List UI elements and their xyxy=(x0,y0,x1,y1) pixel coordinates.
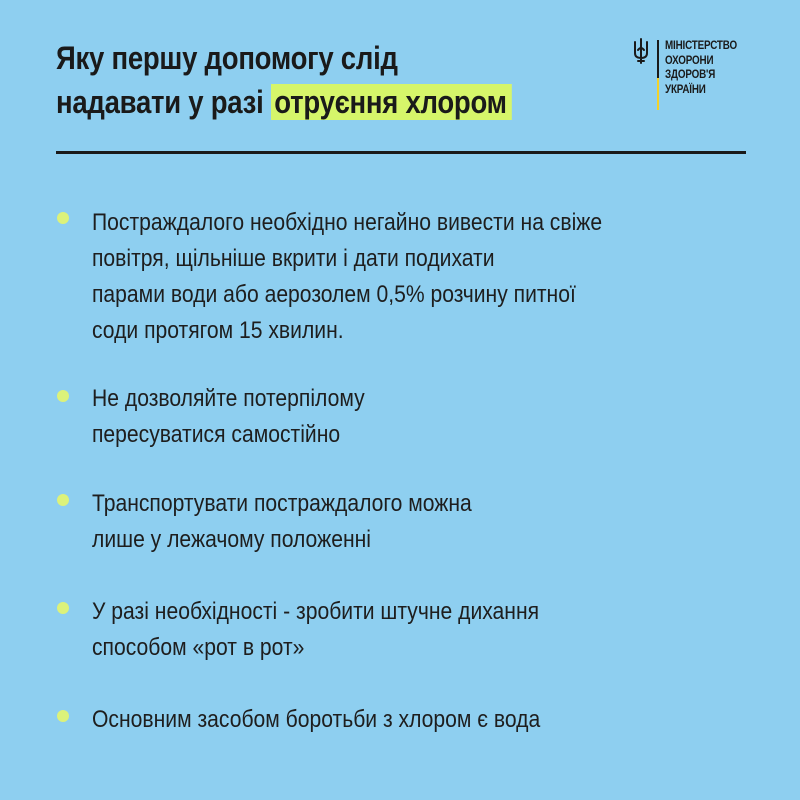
title-highlight: отруєння хлором xyxy=(271,84,512,120)
ministry-line-4: УКРАЇНИ xyxy=(665,81,706,96)
list-item-line: Основним засобом боротьби з хлором є вода xyxy=(92,706,541,733)
list-item-line: лише у лежачому положенні xyxy=(92,526,371,553)
bullet-dot xyxy=(57,602,69,614)
list-item-line: Транспортувати постраждалого можна xyxy=(92,490,472,517)
list-item-line: повітря, щільніше вкрити і дати подихати xyxy=(92,245,495,272)
list-item-line: Не дозволяйте потерпілому xyxy=(92,385,365,412)
ministry-line-2: ОХОРОНИ xyxy=(665,52,714,67)
ministry-line-3: ЗДОРОВ'Я xyxy=(665,67,716,81)
list-item-line: У разі необхідності - зробити штучне дихання xyxy=(92,598,540,625)
list-item-line: парами води або аерозолем 0,5% розчину питної xyxy=(92,281,576,308)
list-item xyxy=(92,486,472,558)
list-item xyxy=(92,702,540,738)
list-item xyxy=(92,594,539,666)
list-item-line: пересуватися самостійно xyxy=(92,421,341,448)
list-item-line: Постраждалого необхідно негайно вивести на свіже xyxy=(92,209,603,236)
title-line-2-prefix: надавати у разі xyxy=(56,84,271,120)
title-line-1: Яку першу допомогу слід xyxy=(56,40,398,76)
bullet-dot xyxy=(57,710,69,722)
list-item xyxy=(92,205,602,349)
list-item-line: соди протягом 15 хвилин. xyxy=(92,317,344,344)
ministry-line-1: МІНІСТЕРСТВО xyxy=(665,38,737,52)
bullet-dot xyxy=(57,212,69,224)
bullet-dot xyxy=(57,390,69,402)
bullet-dot xyxy=(57,494,69,506)
list-item xyxy=(92,381,365,453)
list-item-line: способом «рот в рот» xyxy=(92,634,305,661)
